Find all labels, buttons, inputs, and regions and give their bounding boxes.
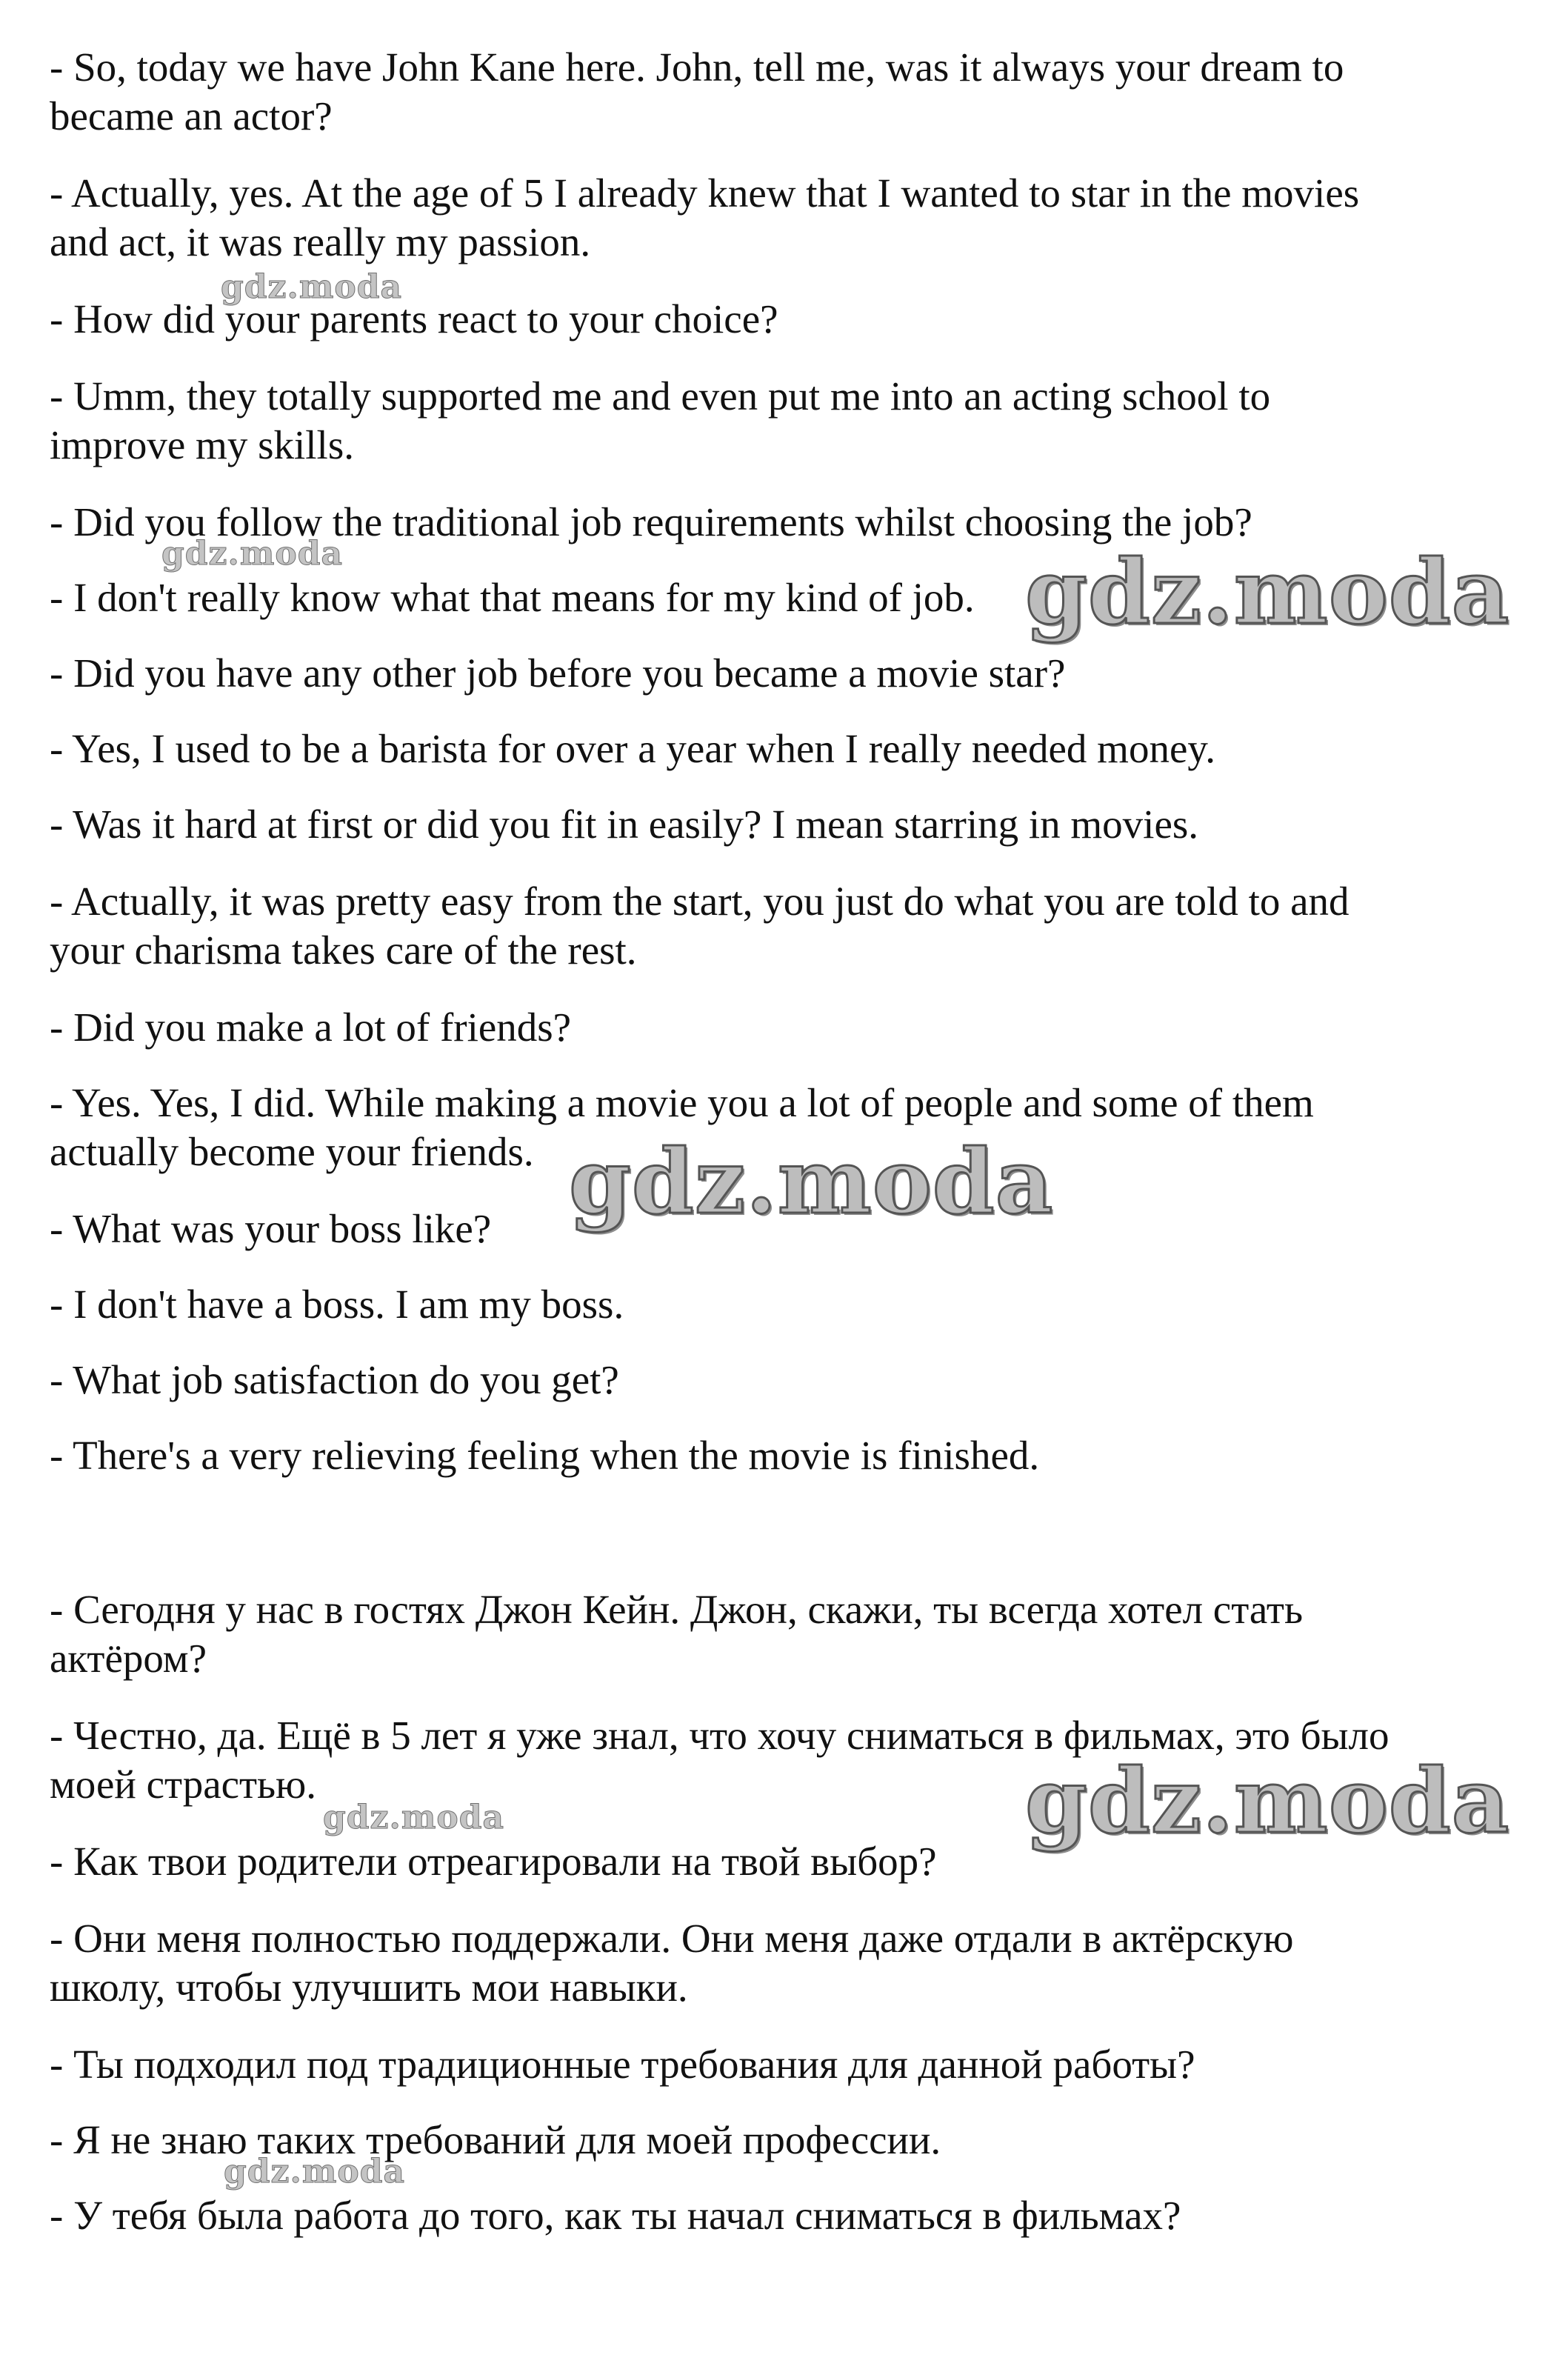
text-line: актёром?	[50, 1636, 207, 1681]
text-line: моей страстью.	[50, 1762, 316, 1807]
text-line: improve my skills.	[50, 422, 354, 467]
text-line: - I don't have a boss. I am my boss.	[50, 1282, 624, 1327]
text-line: - I don't really know what that means for my kind of job.	[50, 575, 975, 620]
text-line: and act, it was really my passion.	[50, 219, 591, 264]
text-line: - Yes, I used to be a barista for over a year when I really needed money.	[50, 726, 1216, 771]
text-line: - Сегодня у нас в гостях Джон Кейн. Джон, скажи, ты всегда хотел стать	[50, 1587, 1304, 1632]
text-line: - What job satisfaction do you get?	[50, 1357, 619, 1402]
text-line: школу, чтобы улучшить мои навыки.	[50, 1965, 688, 2010]
text-line: - Честно, да. Ещё в 5 лет я уже знал, что хочу сниматься в фильмах, это было	[50, 1713, 1389, 1758]
watermark-large: gdz.moda	[569, 1130, 1054, 1234]
text-line: - Did you have any other job before you became a movie star?	[50, 650, 1066, 696]
text-line: - So, today we have John Kane here. John, tell me, was it always your dream to	[50, 44, 1344, 90]
text-line: your charisma takes care of the rest.	[50, 927, 637, 973]
text-line: - Они меня полностью поддержали. Они меня даже отдали в актёрскую	[50, 1916, 1294, 1961]
text-line: - Did you make a lot of friends?	[50, 1005, 572, 1050]
watermark-small: gdz.moda	[221, 268, 403, 306]
text-line: - There's a very relieving feeling when the movie is finished.	[50, 1433, 1040, 1478]
text-line: - What was your boss like?	[50, 1206, 492, 1251]
watermark-small: gdz.moda	[161, 535, 344, 573]
text-line: - Как твои родители отреагировали на твой выбор?	[50, 1839, 937, 1884]
watermark-small: gdz.moda	[323, 1799, 505, 1836]
text-line: - Did you follow the traditional job requirements whilst choosing the job?	[50, 499, 1252, 544]
text-line: - Was it hard at first or did you fit in easily? I mean starring in movies.	[50, 802, 1199, 847]
text-line: - Yes. Yes, I did. While making a movie you a lot of people and some of them	[50, 1080, 1314, 1125]
watermark-small: gdz.moda	[224, 2153, 406, 2191]
text-line: - Ты подходил под традиционные требования для данной работы?	[50, 2042, 1195, 2087]
text-line: - У тебя была работа до того, как ты начал сниматься в фильмах?	[50, 2193, 1181, 2238]
text-line: became an actor?	[50, 93, 333, 139]
text-line: actually become your friends.	[50, 1129, 534, 1174]
text-line: - Actually, it was pretty easy from the start, you just do what you are told to and	[50, 879, 1350, 924]
text-line: - How did your parents react to your choice?	[50, 296, 778, 342]
watermark-large: gdz.moda	[1025, 1749, 1510, 1853]
text-line: - Actually, yes. At the age of 5 I already knew that I wanted to star in the movies	[50, 170, 1360, 216]
text-line: - Я не знаю таких требований для моей профессии.	[50, 2117, 941, 2162]
text-line: - Umm, they totally supported me and even put me into an acting school to	[50, 373, 1271, 419]
watermark-large: gdz.moda	[1025, 540, 1510, 644]
